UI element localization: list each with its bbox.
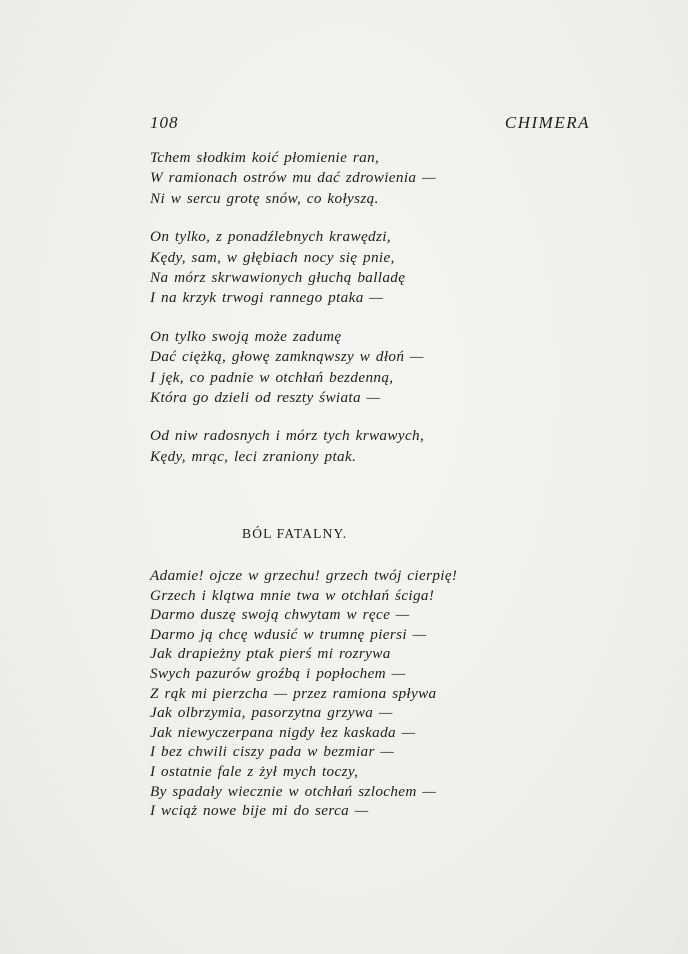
verse-line: I wciąż nowe bije mi do serca — <box>150 802 369 820</box>
stanza <box>150 426 590 467</box>
verse-line: Grzech i klątwa mnie twa w otchłań ściga! <box>150 586 435 604</box>
verse-line: Jak niewyczerpana nigdy łez kaskada — <box>150 723 416 741</box>
verse-line: On tylko swoją może zadumę <box>150 327 342 345</box>
verse-line: I bez chwili ciszy pada w bezmiar — <box>150 743 395 761</box>
verse-line: Kędy, mrąc, leci zraniony ptak. <box>150 447 357 465</box>
verse-line: By spadały wiecznie w otchłań szlochem — <box>150 782 437 800</box>
verse-line: Jak olbrzymia, pasorzytna grzywa — <box>150 704 393 722</box>
verse-line: Ni w sercu grotę snów, co kołyszą. <box>150 189 379 207</box>
verse-line: Z rąk mi pierzcha — przez ramiona spływa <box>150 684 437 702</box>
verse-line: Dać ciężką, głowę zamknąwszy w dłoń — <box>150 348 424 366</box>
stanza <box>150 327 590 409</box>
stanza <box>150 227 590 309</box>
verse-line: I ostatnie fale z żył mych toczy, <box>150 762 359 780</box>
verse-line: Darmo duszę swoją chwytam w ręce — <box>150 606 410 624</box>
poem-part-1 <box>150 148 590 467</box>
verse-line: Jak drapieżny ptak pierś mi rozrywa <box>150 645 391 663</box>
stanza <box>150 148 590 209</box>
running-title: CHIMERA <box>504 113 590 132</box>
verse-line: Od niw radosnych i mórz tych krwawych, <box>150 427 425 445</box>
verse-line: Która go dzieli od reszty świata — <box>150 388 381 406</box>
section-title: BÓL FATALNY. <box>242 526 348 541</box>
verse-line: Na mórz skrwawionych głuchą balladę <box>150 268 406 286</box>
verse-line: I na krzyk trwogi rannego ptaka — <box>150 289 384 307</box>
verse-line: Adamie! ojcze w grzechu! grzech twój cierpię! <box>150 567 458 584</box>
verse-line: Swych pazurów groźbą i popłochem — <box>150 664 406 682</box>
verse-line: Darmo ją chcę wdusić w trumnę piersi — <box>150 625 427 643</box>
page-header <box>150 113 590 137</box>
verse-line: Tchem słodkim koić płomienie ran, <box>150 149 380 166</box>
verse-line: Kędy, sam, w głębiach nocy się pnie, <box>150 248 395 266</box>
verse-line: W ramionach ostrów mu dać zdrowienia — <box>150 169 436 187</box>
verse-line: On tylko, z ponadźlebnych krawędzi, <box>150 228 391 246</box>
poem-part-2 <box>150 566 590 821</box>
verse-line: I jęk, co padnie w otchłań bezdenną, <box>150 368 394 386</box>
page-number: 108 <box>150 113 179 132</box>
